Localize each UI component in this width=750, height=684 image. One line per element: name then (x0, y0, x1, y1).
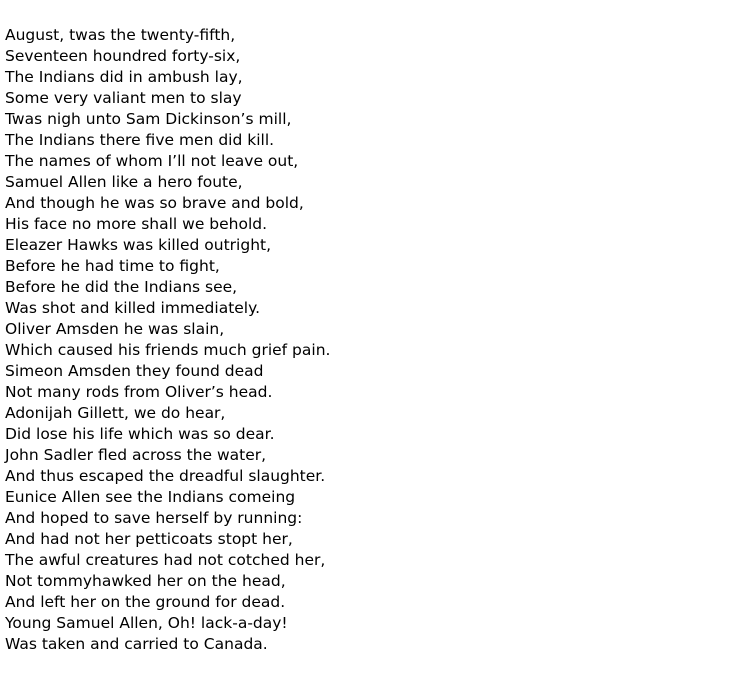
poem-line: John Sadler fled across the water, (5, 446, 267, 464)
poem-line: Not many rods from Oliver’s head. (5, 383, 273, 401)
poem-line: The Indians there five men did kill. (5, 131, 275, 149)
poem-line: His face no more shall we behold. (5, 215, 268, 233)
poem-line: The awful creatures had not cotched her, (5, 551, 326, 569)
poem-line: Was taken and carried to Canada. (5, 635, 268, 653)
poem-line: Seventeen houndred forty-six, (5, 47, 241, 65)
poem-line: And though he was so brave and bold, (5, 194, 304, 212)
poem-line: Was shot and killed immediately. (5, 299, 261, 317)
poem-line: The Indians did in ambush lay, (5, 68, 243, 86)
poem-line: Some very valiant men to slay (5, 89, 242, 107)
poem-line: Eleazer Hawks was killed outright, (5, 236, 272, 254)
poem-line: And thus escaped the dreadful slaughter. (5, 467, 326, 485)
poem-line: Samuel Allen like a hero foute, (5, 173, 243, 191)
poem-line: The names of whom I’ll not leave out, (5, 152, 299, 170)
poem-line: Which caused his friends much grief pain. (5, 341, 331, 359)
poem-line: And hoped to save herself by running: (5, 509, 303, 527)
poem-line: Twas nigh unto Sam Dickinson’s mill, (5, 110, 292, 128)
poem-text (5, 25, 330, 655)
poem-line: Before he had time to fight, (5, 257, 220, 275)
poem-line: Simeon Amsden they found dead (5, 362, 264, 380)
poem-line: Not tommyhawked her on the head, (5, 572, 286, 590)
poem-line: Adonijah Gillett, we do hear, (5, 404, 226, 422)
poem-line: August, twas the twenty-fifth, (5, 26, 236, 44)
poem-line: Oliver Amsden he was slain, (5, 320, 225, 338)
poem-line: Did lose his life which was so dear. (5, 425, 275, 443)
poem-line: Young Samuel Allen, Oh! lack-a-day! (5, 614, 288, 632)
poem-line: Eunice Allen see the Indians comeing (5, 488, 296, 506)
poem-line: And left her on the ground for dead. (5, 593, 286, 611)
poem-line: Before he did the Indians see, (5, 278, 238, 296)
poem-line: And had not her petticoats stopt her, (5, 530, 293, 548)
